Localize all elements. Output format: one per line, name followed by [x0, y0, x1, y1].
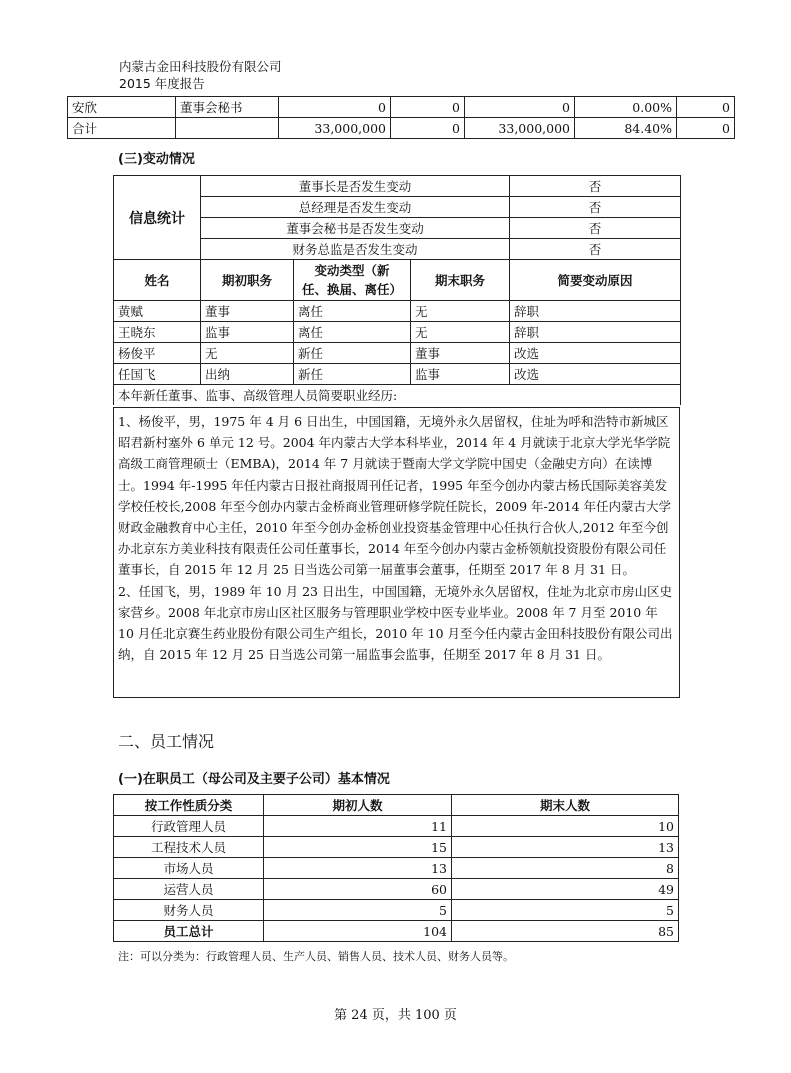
- total-start-count: 104: [264, 921, 452, 942]
- staff-section-title: 二、员工情况: [118, 732, 215, 751]
- change-type: 新任: [294, 364, 411, 385]
- holdings-value: 33,000,000: [279, 118, 391, 139]
- change-reason: 辞职: [510, 322, 681, 343]
- total-label: 员工总计: [114, 921, 264, 942]
- table-row: [114, 837, 679, 858]
- start-post: 无: [201, 343, 294, 364]
- header-reason: 简要变动原因: [510, 260, 681, 301]
- work-type: 工程技术人员: [114, 837, 264, 858]
- holder-title: 董事会秘书: [176, 97, 279, 118]
- staff-subtitle: (一)在职员工（母公司及主要子公司）基本情况: [118, 772, 390, 787]
- header-change-type-line2: 任、换届、离任）: [301, 282, 402, 297]
- end-post: 董事: [411, 343, 510, 364]
- holdings-value: 0: [677, 97, 735, 118]
- change-section-title: (三)变动情况: [118, 152, 195, 167]
- header-start-count: 期初人数: [264, 795, 452, 816]
- holder-name: 安欣: [68, 97, 176, 118]
- work-type: 财务人员: [114, 900, 264, 921]
- page-footer: 第 24 页，共 100 页: [334, 1008, 457, 1023]
- bio-intro: 本年新任董事、监事、高级管理人员简要职业经历:: [114, 385, 681, 406]
- change-type: 离任: [294, 301, 411, 322]
- table-row: [114, 858, 679, 879]
- end-count: 13: [452, 837, 679, 858]
- end-count: 10: [452, 816, 679, 837]
- person-name: 黄赋: [114, 301, 201, 322]
- holdings-value: 0: [677, 118, 735, 139]
- bio-paragraph: 1、杨俊平，男，1975 年 4 月 6 日出生，中国国籍，无境外永久居留权，住址为呼和浩特市新城区昭君新村塞外 6 单元 12 号。2004 年内蒙古大学本科毕业，2014 年 4 月就读于北京大学光华学院高级工商管理硕士（EMBA)，2014 年 7 月就读于暨南大学文学院中国史（金融史方向）在读博士。1994 年-1995 年任内蒙古日报社商报周刊任记者，1995 年至今创办内蒙古杨氏国际美容美发学校任校长,2008 年至今创办内蒙古金桥商业管理研修学院任院长，2009 年-2014 年任内蒙古大学财政金融教育中心主任，2010 年至今创办金桥创业投资基金管理中心任执行合伙人,2012 年至今创办北京东方美业科技有限责任公司任董事长，2014 年至今创办内蒙古金桥领航投资股份有限公司任董事长，自 2015 年 12 月 25 日当选公司第一届董事会董事，任期至 2017 年 8 月 31 日。: [118, 414, 672, 578]
- end-count: 5: [452, 900, 679, 921]
- table-row: [114, 322, 681, 343]
- change-type: 离任: [294, 322, 411, 343]
- holdings-value: 0: [391, 97, 465, 118]
- total-row: [114, 921, 679, 942]
- start-count: 15: [264, 837, 452, 858]
- change-reason: 辞职: [510, 301, 681, 322]
- table-row: [68, 97, 735, 118]
- holdings-value: 0: [279, 97, 391, 118]
- work-type: 行政管理人员: [114, 816, 264, 837]
- holdings-table: [67, 96, 735, 139]
- info-answer: 否: [510, 197, 681, 218]
- person-name: 任国飞: [114, 364, 201, 385]
- holdings-percent: 84.40%: [575, 118, 677, 139]
- holdings-value: 33,000,000: [465, 118, 575, 139]
- report-title: 2015 年度报告: [119, 76, 205, 91]
- start-post: 董事: [201, 301, 294, 322]
- person-name: 王晓东: [114, 322, 201, 343]
- holdings-value: 0: [465, 97, 575, 118]
- end-post: 无: [411, 322, 510, 343]
- header-end-post: 期末职务: [411, 260, 510, 301]
- end-count: 49: [452, 879, 679, 900]
- info-question: 董事长是否发生变动: [201, 176, 510, 197]
- start-count: 5: [264, 900, 452, 921]
- info-answer: 否: [510, 239, 681, 260]
- table-row: [114, 900, 679, 921]
- holdings-value: 0: [391, 118, 465, 139]
- table-header-row: [114, 260, 681, 301]
- table-header-row: [114, 795, 679, 816]
- end-post: 监事: [411, 364, 510, 385]
- table-row: [114, 301, 681, 322]
- info-label: 信息统计: [114, 176, 201, 260]
- person-name: 杨俊平: [114, 343, 201, 364]
- holder-title: [176, 118, 279, 139]
- work-type: 市场人员: [114, 858, 264, 879]
- table-row: [114, 385, 681, 406]
- start-post: 出纳: [201, 364, 294, 385]
- bio-paragraph: 2、任国飞，男，1989 年 10 月 23 日出生，中国国籍，无境外永久居留权，住址为北京市房山区史家营乡。2008 年北京市房山区社区服务与管理职业学校中医专业毕业。2008 年 7 月至 2010 年 10 月任北京赛生药业股份有限公司生产组长，2010 年 10 月至今任内蒙古金田科技股份有限公司出纳，自 2015 年 12 月 25 日当选公司第一届监事会监事，任期至 2017 年 8 月 31 日。: [118, 583, 673, 663]
- change-reason: 改选: [510, 343, 681, 364]
- start-post: 监事: [201, 322, 294, 343]
- start-count: 13: [264, 858, 452, 879]
- info-answer: 否: [510, 218, 681, 239]
- table-row: [114, 816, 679, 837]
- company-name: 内蒙古金田科技股份有限公司: [119, 59, 282, 74]
- work-type: 运营人员: [114, 879, 264, 900]
- start-count: 60: [264, 879, 452, 900]
- change-reason: 改选: [510, 364, 681, 385]
- header-name: 姓名: [114, 260, 201, 301]
- info-question: 总经理是否发生变动: [201, 197, 510, 218]
- header-end-count: 期末人数: [452, 795, 679, 816]
- end-count: 8: [452, 858, 679, 879]
- change-table: [113, 175, 681, 405]
- change-type: 新任: [294, 343, 411, 364]
- info-answer: 否: [510, 176, 681, 197]
- info-question: 财务总监是否发生变动: [201, 239, 510, 260]
- bio-box: [113, 407, 680, 698]
- header-start-post: 期初职务: [201, 260, 294, 301]
- table-row: [114, 879, 679, 900]
- holder-name: 合计: [68, 118, 176, 139]
- total-end-count: 85: [452, 921, 679, 942]
- table-row: [114, 364, 681, 385]
- table-row: [114, 343, 681, 364]
- header-work-type: 按工作性质分类: [114, 795, 264, 816]
- end-post: 无: [411, 301, 510, 322]
- holdings-percent: 0.00%: [575, 97, 677, 118]
- staff-table: [113, 794, 679, 942]
- staff-note: 注：可以分类为：行政管理人员、生产人员、销售人员、技术人员、财务人员等。: [118, 950, 514, 963]
- info-question: 董事会秘书是否发生变动: [201, 218, 510, 239]
- header-change-type: [294, 260, 411, 301]
- header-change-type-line1: 变动类型（新: [314, 263, 390, 278]
- table-row: [68, 118, 735, 139]
- table-row: [114, 176, 681, 197]
- start-count: 11: [264, 816, 452, 837]
